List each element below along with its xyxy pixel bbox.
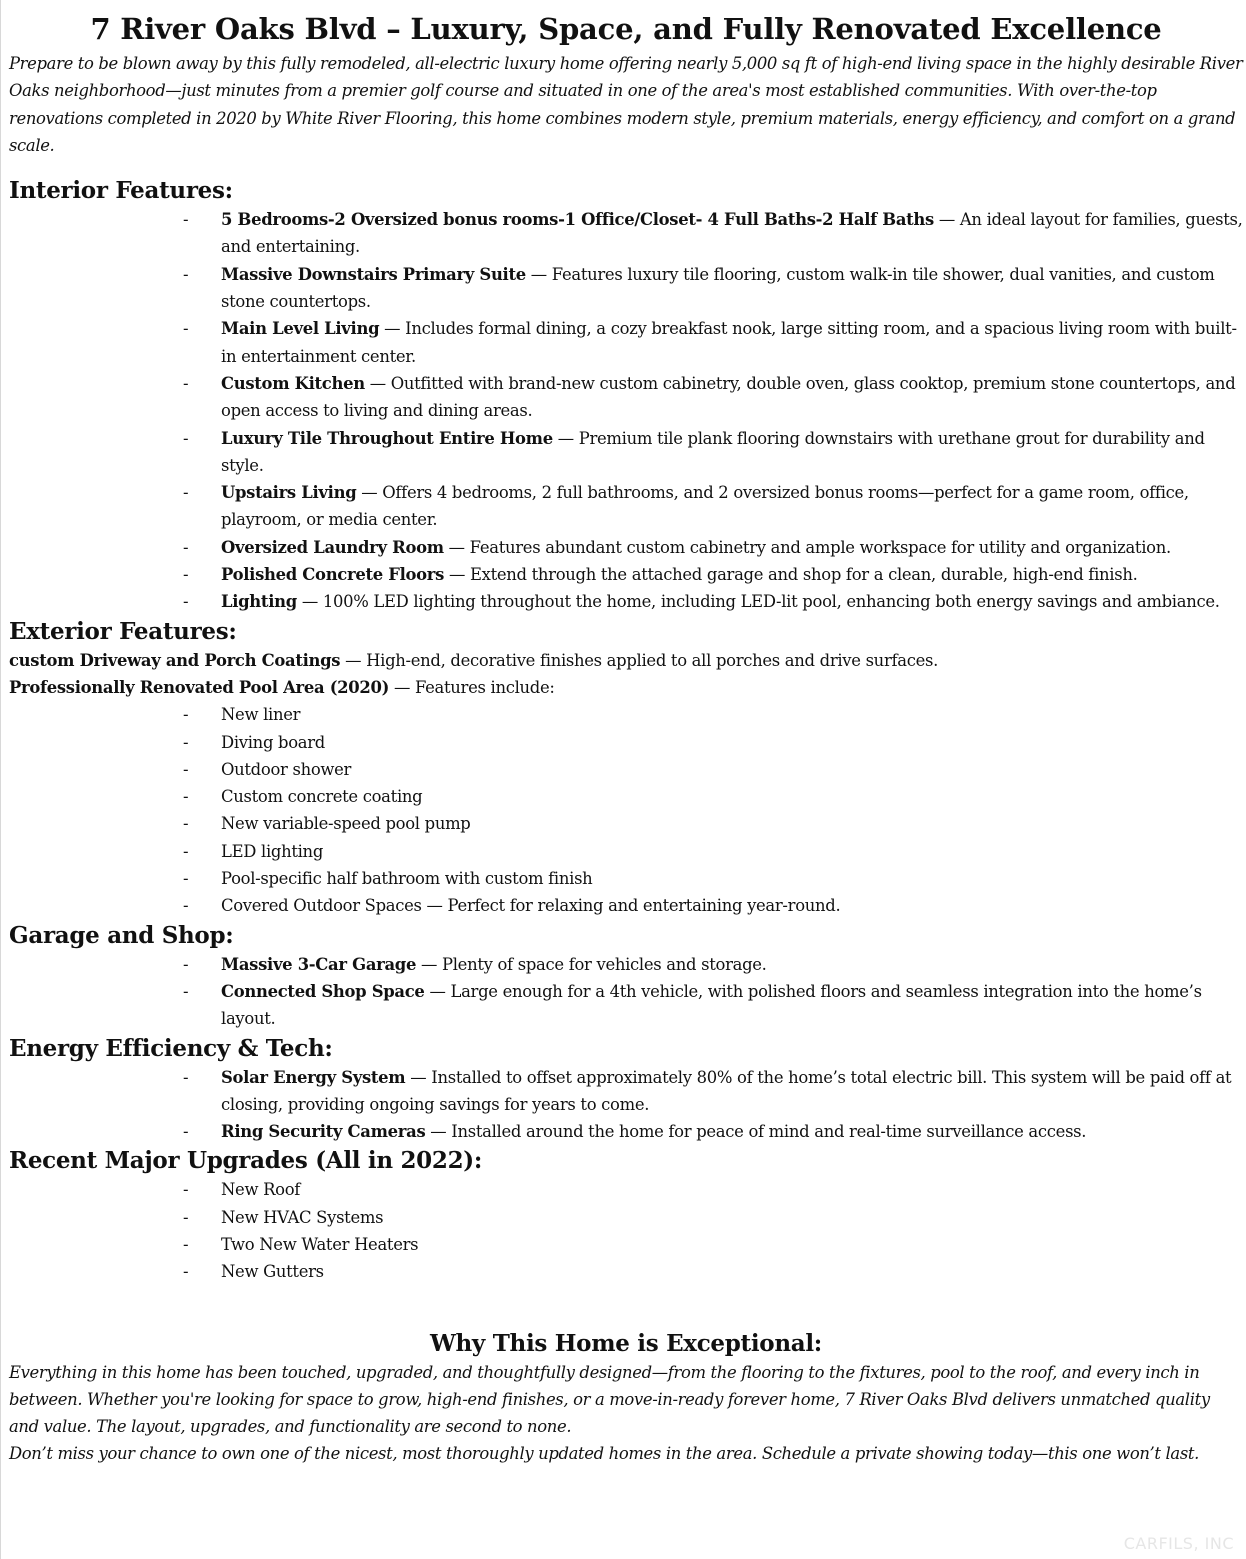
upgrades-list <box>9 1176 1243 1285</box>
dash-bullet: - <box>183 1207 189 1227</box>
dash-bullet: - <box>183 759 189 779</box>
list-item: - Connected Shop Space — Large enough for a 4th vehicle, with polished floors and seamless integration into the home’s layout. <box>9 978 1243 1033</box>
dash-bullet: - <box>183 954 189 974</box>
driveway-line: custom Driveway and Porch Coatings — High-end, decorative finishes applied to all porches and drive surfaces. <box>9 650 939 670</box>
dash-bullet: - <box>183 705 189 725</box>
dash-bullet: - <box>183 787 189 807</box>
energy-tech-heading: Energy Efficiency & Tech: <box>9 1034 333 1062</box>
watermark: CARFILS, INC <box>1123 1534 1234 1553</box>
dash-bullet: - <box>183 1067 189 1087</box>
list-item: - New liner <box>9 701 1243 728</box>
garage-features-list <box>9 951 1243 1033</box>
list-item: - Outdoor shower <box>9 756 1243 783</box>
list-item: - Ring Security Cameras — Installed around the home for peace of mind and real-time surveillance access. <box>9 1118 1243 1145</box>
interior-features-heading: Interior Features: <box>9 177 233 205</box>
dash-bullet: - <box>183 210 189 230</box>
dash-bullet: - <box>183 1180 189 1200</box>
energy-features-list <box>9 1064 1243 1146</box>
list-item: - Main Level Living — Includes formal dining, a cozy breakfast nook, large sitting room, and a spacious living room with built-in entertainment center. <box>9 315 1243 370</box>
dash-bullet: - <box>183 841 189 861</box>
closing-paragraph: Don’t miss your chance to own one of the nicest, most thoroughly updated homes in the area. Schedule a private showing today—this one won’t last. <box>9 1444 1199 1464</box>
list-item: - Massive Downstairs Primary Suite — Features luxury tile flooring, custom walk-in tile shower, dual vanities, and custom stone countertops. <box>9 261 1243 316</box>
dash-bullet: - <box>183 896 189 916</box>
list-item: - New HVAC Systems <box>9 1204 1243 1231</box>
dash-bullet: - <box>183 1122 189 1142</box>
dash-bullet: - <box>183 732 189 752</box>
dash-bullet: - <box>183 869 189 889</box>
dash-bullet: - <box>183 264 189 284</box>
dash-bullet: - <box>183 319 189 339</box>
list-item: - Custom Kitchen — Outfitted with brand-new custom cabinetry, double oven, glass cooktop, premium stone countertops, and open access to living and dining areas. <box>9 370 1243 425</box>
exterior-features-heading: Exterior Features: <box>9 617 237 645</box>
dash-bullet: - <box>183 592 189 612</box>
why-paragraph: Everything in this home has been touched, upgraded, and thoughtfully designed—from the flooring to the fixtures, pool to the roof, and every inch in between. Whether you're looking for space to grow, high-end finishes, or a move-in-ready forever home, 7 River Oaks Blvd delivers unmatched quality and value. The layout, upgrades, and functionality are second to none. <box>9 1362 1210 1437</box>
dash-bullet: - <box>183 565 189 585</box>
list-item: - Covered Outdoor Spaces — Perfect for relaxing and entertaining year-round. <box>9 892 1243 919</box>
dash-bullet: - <box>183 428 189 448</box>
list-item: - Two New Water Heaters <box>9 1231 1243 1258</box>
pool-line: Professionally Renovated Pool Area (2020) — Features include: <box>9 677 555 697</box>
dash-bullet: - <box>183 1234 189 1254</box>
list-item: - New Gutters <box>9 1258 1243 1285</box>
interior-features-list <box>9 206 1243 615</box>
list-item: - 5 Bedrooms-2 Oversized bonus rooms-1 Office/Closet- 4 Full Baths-2 Half Baths — An ideal layout for families, guests, and entertaining. <box>9 206 1243 261</box>
dash-bullet: - <box>183 373 189 393</box>
upgrades-heading: Recent Major Upgrades (All in 2022): <box>9 1147 483 1175</box>
list-item: - Luxury Tile Throughout Entire Home — Premium tile plank flooring downstairs with urethane grout for durability and style. <box>9 425 1243 480</box>
listing-document <box>9 0 1243 1468</box>
page-title: 7 River Oaks Blvd – Luxury, Space, and Fully Renovated Excellence <box>90 12 1162 46</box>
list-item: - Solar Energy System — Installed to offset approximately 80% of the home’s total electric bill. This system will be paid off at closing, providing ongoing savings for years to come. <box>9 1064 1243 1119</box>
list-item: - LED lighting <box>9 838 1243 865</box>
intro-paragraph: Prepare to be blown away by this fully remodeled, all-electric luxury home offering nearly 5,000 sq ft of high-end living space in the highly desirable River Oaks neighborhood—just minutes from a premier golf course and situated in one of the area's most established communities. With over-the-top renovations completed in 2020 by White River Flooring, this home combines modern style, premium materials, energy efficiency, and comfort on a grand scale. <box>9 54 1243 155</box>
dash-bullet: - <box>183 814 189 834</box>
dash-bullet: - <box>183 483 189 503</box>
garage-shop-heading: Garage and Shop: <box>9 921 234 949</box>
list-item: - New variable-speed pool pump <box>9 810 1243 837</box>
list-item: - Massive 3-Car Garage — Plenty of space for vehicles and storage. <box>9 951 1243 978</box>
dash-bullet: - <box>183 1262 189 1282</box>
list-item: - New Roof <box>9 1176 1243 1203</box>
list-item: - Pool-specific half bathroom with custom finish <box>9 865 1243 892</box>
dash-bullet: - <box>183 981 189 1001</box>
list-item: - Upstairs Living — Offers 4 bedrooms, 2 full bathrooms, and 2 oversized bonus rooms—perfect for a game room, office, playroom, or media center. <box>9 479 1243 534</box>
list-item: - Oversized Laundry Room — Features abundant custom cabinetry and ample workspace for utility and organization. <box>9 534 1243 561</box>
why-exceptional-heading: Why This Home is Exceptional: <box>429 1329 822 1357</box>
list-item: - Diving board <box>9 729 1243 756</box>
dash-bullet: - <box>183 537 189 557</box>
pool-features-list <box>9 701 1243 919</box>
list-item: - Lighting — 100% LED lighting throughout the home, including LED-lit pool, enhancing both energy savings and ambiance. <box>9 588 1243 615</box>
list-item: - Polished Concrete Floors — Extend through the attached garage and shop for a clean, durable, high-end finish. <box>9 561 1243 588</box>
list-item: - Custom concrete coating <box>9 783 1243 810</box>
